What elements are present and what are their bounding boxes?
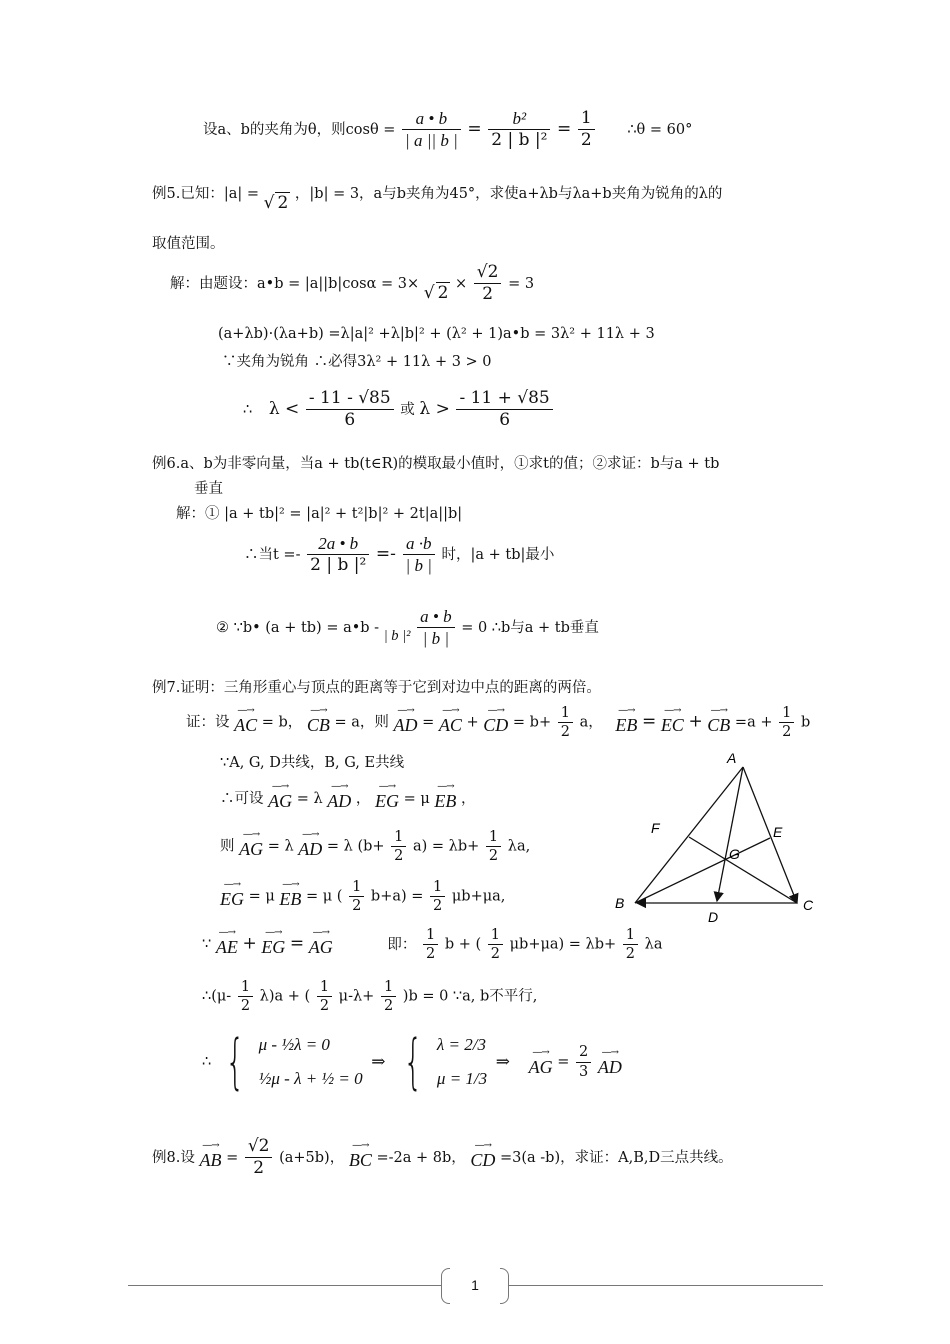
label-e: E <box>773 824 783 840</box>
centroid-triangle-diagram <box>605 745 825 930</box>
fraction: $\frac{a • b}{| a || b |}$ <box>402 108 461 152</box>
solution-6-line1: 解：① |a + tb|² = |a|² + t²|b|² + 2t|a||b| <box>176 506 463 522</box>
example-8-statement: 例8.设 —→ AB = $\frac{√2}{2}$ (a+5b)， —→ BC =-2a + 8b， —→ CD =3(a -b)，求证：A,B,D三点共线。 <box>152 1136 733 1179</box>
median-be <box>635 838 770 903</box>
solution-5-line2: (a+λb)·(λa+b) =λ|a|² +λ|b|² + (λ² + 1)a•b = 3λ² + 11λ + 3 <box>218 326 655 342</box>
label-c: C <box>803 897 814 913</box>
label-b: B <box>615 895 625 911</box>
label-a: A <box>727 750 737 766</box>
solution-6-line3: ② ∵b• (a + tb) = a•b - | b |² $\frac{a • b}{| b |}$ = 0 ∴b与a + tb垂直 <box>216 607 599 649</box>
median-cf <box>689 837 797 903</box>
example-5-statement: 例5.已知：|a| = √ 2 ，|b| = 3，a与b夹角为45°，求使a+λb与λa+b夹角为锐角的λ的 <box>152 186 723 213</box>
label-f: F <box>651 820 660 836</box>
proof-7-line4: 则 —→ AG = λ —→ AD = λ (b+ $\frac{1}{2}$ a) = λb+ $\frac{1}{2}$ λa, <box>220 828 531 865</box>
equation-system-1: μ - ½λ = 0 ½μ - λ + ½ = 0 <box>258 1035 363 1088</box>
example-5-statement-cont: 取值范围。 <box>152 236 225 252</box>
solution-5-result: ∴ λ < $\frac{- 11 - √85}{6}$ 或 λ > $\frac{- 11 + √85}{6}$ <box>243 388 555 432</box>
proof-7-line7: ∴(μ- $\frac{1}{2}$ λ)a + ( $\frac{1}{2}$ μ-λ+ $\frac{1}{2}$ )b = 0 ∵a, b不平行, <box>202 979 538 1015</box>
median-ad <box>717 767 743 901</box>
footer-rule-right <box>508 1285 823 1286</box>
example-6-statement: 例6.a、b为非零向量，当a + tb(t∈R)的模取最小值时，①求t的值；②求证：b与a + tb <box>152 456 720 472</box>
solution-5-line1: 解：由题设：a•b = |a||b|cosα = 3× √ 2 × $\frac{√2}{2}$ = 3 <box>170 262 535 305</box>
solution-6-line2: ∴当t =- $\frac{2a • b}{\text{2 | b |²}}$ =- $\frac{a \cdot b}{| b |}$ 时，|a + tb|最小 <box>244 534 555 576</box>
example-6-statement-cont: 垂直 <box>194 481 223 497</box>
page-number: 1 <box>471 1277 479 1293</box>
side-ac <box>743 767 797 903</box>
theta-line: 设a、b的夹角为θ，则cosθ = $\frac{a • b}{| a || b |}$ = $\frac{\text{b²}}{\text{2 | b |²}}$ = $\frac{1}{2}$ ∴θ = 60° <box>203 108 693 151</box>
equation-system-2: λ = 2/3 μ = 1/3 <box>436 1035 488 1088</box>
label-d: D <box>708 909 719 925</box>
solution-5-line3: ∵夹角为锐角 ∴必得3λ² + 11λ + 3 > 0 <box>222 354 492 370</box>
proof-7-line3: ∴可设 —→ AG = λ —→ AD ， —→ EG = μ —→ EB ， <box>220 781 476 811</box>
fraction: $\frac{\text{b²}}{\text{2 | b |²}}$ <box>488 108 550 152</box>
proof-7-line5: —→ EG = μ —→ EB = μ ( $\frac{1}{2}$ b+a) = $\frac{1}{2}$ μb+μa, <box>220 878 506 915</box>
proof-7-system: ∴ { μ - ½λ = 0 ½μ - λ + ½ = 0 ⇒ { λ = 2/3 μ = 1/3 ⇒ —→ AG = $\frac{2}{3}$ —→ AD <box>202 1027 622 1097</box>
footer-rule-left <box>128 1285 442 1286</box>
proof-7-line2: ∵A, G, D共线，B, G, E共线 <box>220 755 405 771</box>
proof-7-line1: 证：设 —→ AC = b， —→ CB = a，则 —→ AD = —→ AC + —→ CD = b+ $\frac{1}{2}$ a， —→ EB = —→ EC + —→ CB =a + $\frac{1}{2}$ b <box>186 704 811 741</box>
example-7-statement: 例7.证明：三角形重心与顶点的距离等于它到对边中点的距离的两倍。 <box>152 680 601 696</box>
fraction: $\frac{1}{2}$ <box>578 108 595 152</box>
label-g: G <box>729 846 740 862</box>
proof-7-line6: ∵ —→ AE + —→ EG = —→ AG 即： $\frac{1}{2}$ b + ( $\frac{1}{2}$ μb+μa) = λb+ $\frac{1}{2}$ λa <box>202 926 663 963</box>
